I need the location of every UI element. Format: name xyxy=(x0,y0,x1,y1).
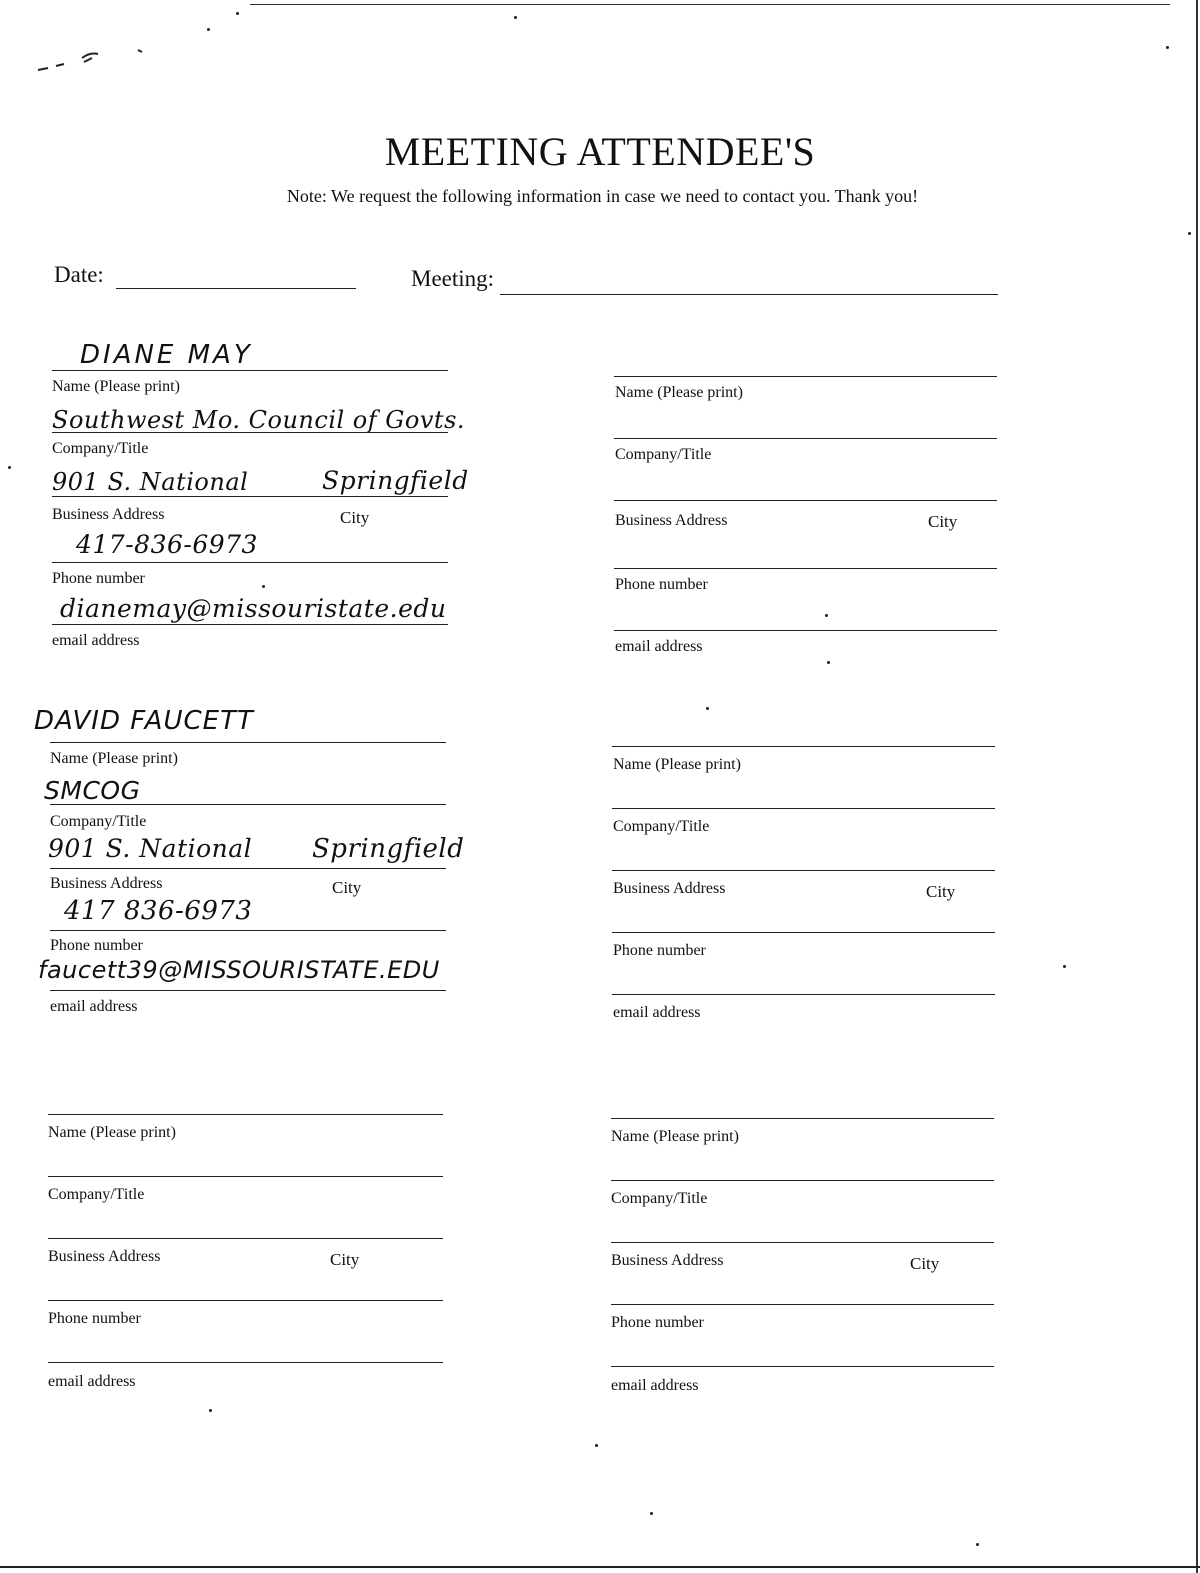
email-line[interactable] xyxy=(611,1366,994,1367)
phone-line[interactable] xyxy=(611,1304,994,1305)
address-line[interactable] xyxy=(48,1238,443,1239)
attendee-city-value: Springfield xyxy=(322,466,469,495)
attendee-company-value: SMCOG xyxy=(44,776,141,805)
email-label: email address xyxy=(615,638,703,655)
company-label: Company/Title xyxy=(48,1186,145,1203)
attendee-address-value: 901 S. National xyxy=(52,468,249,496)
city-label: City xyxy=(928,512,958,531)
company-label: Company/Title xyxy=(611,1190,708,1207)
name-label: Name (Please print) xyxy=(50,750,178,767)
phone-label: Phone number xyxy=(50,937,143,954)
meeting-label: Meeting: xyxy=(411,266,495,291)
name-line[interactable] xyxy=(50,742,446,743)
address-line[interactable] xyxy=(611,1242,994,1243)
name-label: Name (Please print) xyxy=(613,756,741,773)
email-line[interactable] xyxy=(612,994,995,995)
meeting-field[interactable] xyxy=(500,294,998,295)
phone-line[interactable] xyxy=(48,1300,443,1301)
name-label: Name (Please print) xyxy=(615,384,743,401)
attendee-email-value: dianemay@missouristate.edu xyxy=(60,594,447,623)
attendee-phone-value: 417 836-6973 xyxy=(64,896,253,926)
city-label: City xyxy=(340,508,370,527)
address-label: Business Address xyxy=(50,875,163,892)
company-label: Company/Title xyxy=(50,813,147,830)
name-label: Name (Please print) xyxy=(48,1124,176,1141)
name-line[interactable] xyxy=(614,376,997,377)
email-label: email address xyxy=(611,1377,699,1394)
margin-scribble xyxy=(34,44,154,84)
company-line[interactable] xyxy=(612,808,995,809)
attendee-phone-value: 417-836-6973 xyxy=(76,530,258,559)
address-line[interactable] xyxy=(612,870,995,871)
name-label: Name (Please print) xyxy=(611,1128,739,1145)
form-note: Note: We request the following information in case we need to contact you. Thank you! xyxy=(286,186,919,206)
name-label: Name (Please print) xyxy=(52,378,180,395)
address-line[interactable] xyxy=(52,496,448,497)
name-line[interactable] xyxy=(612,746,995,747)
company-label: Company/Title xyxy=(52,440,149,457)
company-label: Company/Title xyxy=(613,818,710,835)
email-line[interactable] xyxy=(48,1362,443,1363)
phone-line[interactable] xyxy=(52,562,448,563)
email-label: email address xyxy=(48,1373,136,1390)
email-line[interactable] xyxy=(614,630,997,631)
date-field[interactable] xyxy=(116,288,356,289)
phone-line[interactable] xyxy=(50,930,446,931)
name-line[interactable] xyxy=(52,370,448,371)
address-label: Business Address xyxy=(611,1252,724,1269)
city-label: City xyxy=(332,878,362,897)
phone-label: Phone number xyxy=(615,576,708,593)
city-label: City xyxy=(330,1250,360,1269)
name-line[interactable] xyxy=(48,1114,443,1115)
phone-line[interactable] xyxy=(612,932,995,933)
form-title: MEETING ATTENDEE'S xyxy=(384,129,816,174)
attendee-city-value: Springfield xyxy=(312,834,465,864)
attendee-name-value: DIANE MAY xyxy=(80,340,253,370)
address-label: Business Address xyxy=(613,880,726,897)
scan-bottom-edge xyxy=(0,1566,1200,1568)
address-line[interactable] xyxy=(614,500,997,501)
phone-label: Phone number xyxy=(611,1314,704,1331)
address-line[interactable] xyxy=(50,868,446,869)
company-label: Company/Title xyxy=(615,446,712,463)
email-line[interactable] xyxy=(50,990,446,991)
phone-line[interactable] xyxy=(614,568,997,569)
attendee-name-value: DAVID FAUCETT xyxy=(34,706,254,736)
email-line[interactable] xyxy=(52,624,448,625)
company-line[interactable] xyxy=(52,432,448,433)
phone-label: Phone number xyxy=(52,570,145,587)
company-line[interactable] xyxy=(50,804,446,805)
name-line[interactable] xyxy=(611,1118,994,1119)
date-label: Date: xyxy=(54,262,104,287)
company-line[interactable] xyxy=(48,1176,443,1177)
phone-label: Phone number xyxy=(48,1310,141,1327)
attendee-company-value: Southwest Mo. Council of Govts. xyxy=(52,406,466,434)
address-label: Business Address xyxy=(52,506,165,523)
email-label: email address xyxy=(613,1004,701,1021)
attendee-email-value: faucett39@MISSOURISTATE.EDU xyxy=(38,956,440,984)
email-label: email address xyxy=(50,998,138,1015)
email-label: email address xyxy=(52,632,140,649)
scan-top-edge xyxy=(250,4,1170,5)
city-label: City xyxy=(926,882,956,901)
attendee-address-value: 901 S. National xyxy=(48,834,253,863)
address-label: Business Address xyxy=(48,1248,161,1265)
scan-right-edge xyxy=(1196,0,1198,1573)
company-line[interactable] xyxy=(614,438,997,439)
city-label: City xyxy=(910,1254,940,1273)
phone-label: Phone number xyxy=(613,942,706,959)
company-line[interactable] xyxy=(611,1180,994,1181)
address-label: Business Address xyxy=(615,512,728,529)
